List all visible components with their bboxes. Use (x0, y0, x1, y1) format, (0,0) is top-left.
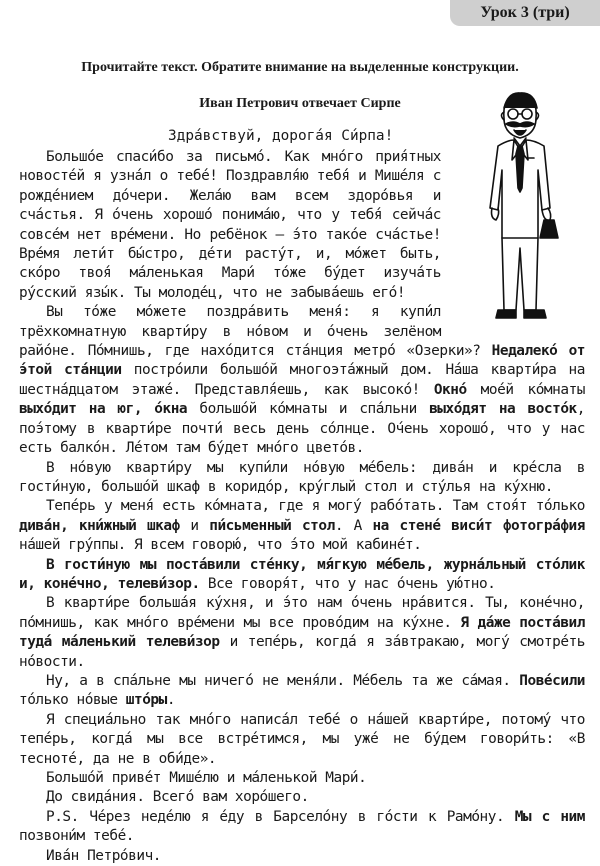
highlighted-construction: выхо́дят на восто́к (429, 401, 577, 418)
paragraph-text: мое́й ко́мнаты (466, 381, 585, 398)
highlighted-construction: Пове́сили (519, 672, 585, 689)
paragraph-text: . А (334, 517, 373, 534)
highlighted-construction: виси́т фотогра́фия (451, 517, 585, 534)
paragraph-text: . (166, 692, 176, 709)
paragraph-text: В кварти́ре больша́я ку́хня, и э́то нам о́чень нра́вится. Ты, коне́чно, по́мнишь, как мно́го вре́мени мы все провóдим на ку́хне. (19, 595, 585, 631)
letter-paragraph (19, 788, 585, 807)
paragraph-text: то́лько но́вые (19, 692, 126, 709)
paragraph-text: Тепе́рь у меня́ есть ко́мната, где я могу́ рабо́тать. Там стоя́т то́лько (46, 498, 585, 515)
paragraph-text: большо́й ко́мнаты и спа́льни (187, 401, 430, 418)
lesson-tab (450, 0, 600, 26)
paragraph-text: Я специа́льно так мно́го написа́л тебе́ о на́шей кварти́ре, потому́ что тепе́рь, когда́ мы все встре́тимся, мы уже́ не бу́дем говори́ть: «В тесноте́, да не в оби́де». (19, 711, 585, 767)
paragraph-text: Все говоря́т, что у нас о́чень ую́тно. (199, 575, 496, 592)
highlighted-construction: выхо́дит на юг, о́кна (19, 401, 188, 418)
paragraph-text: и тепе́рь, когда́ я за́втракаю, могу́ смотре́ть но́вости. (19, 634, 585, 670)
highlighted-construction: што́ры (125, 692, 167, 709)
paragraph-text (441, 518, 452, 534)
letter-paragraph (19, 672, 585, 711)
lesson-label: Урок 3 (три) (480, 4, 570, 21)
paragraph-text: Ну, а в спа́льне мы ничего́ не меня́ли. Ме́бель та же са́мая. (46, 672, 520, 689)
highlighted-construction: Я да́же поста́вил туда́ ма́ленький телеви́зор (19, 614, 585, 651)
paragraph-text: и (179, 517, 210, 534)
paragraph-text: До свида́ния. Всего́ вам хоро́шего. (46, 789, 309, 806)
highlighted-construction: на стене́ (372, 517, 441, 534)
instruction-text: Прочитайте текст. Обратите внимание на выделенные конструкции. (81, 60, 519, 75)
letter-paragraph (19, 711, 585, 769)
letter-paragraph (19, 769, 585, 788)
letter-title: Иван Петрович отвечает Сирпе (199, 96, 401, 111)
highlighted-construction: пи́сьменный стол (209, 517, 335, 534)
paragraph-text: позвони́м тебе́. (19, 828, 134, 845)
letter-paragraph (19, 847, 585, 866)
highlighted-construction: Окно́ (433, 381, 467, 398)
paragraph-text: Вы то́же мо́жете поздра́вить меня́: я купи́л трёхкомнатную кварти́ру в но́вом и о́чень зелёном райо́не. По́мнишь, где нахо́дится ста́нция метро́ «Озерки»? (19, 304, 492, 360)
highlighted-construction: дива́н, кни́жный шкаф (19, 517, 180, 534)
letter-paragraph (19, 556, 585, 595)
highlighted-construction: Мы с ним (514, 808, 585, 825)
letter-paragraph (19, 459, 585, 498)
highlighted-construction: В гости́ную мы поста́вили сте́нку, мя́гкую ме́бель, журна́льный сто́лик и, коне́чно, телеви́зор. (19, 556, 585, 592)
paragraph-text: Большо́е спаси́бо за письмо́. Как мно́го прия́тных новосте́й я узна́л о тебе́! Поздравля́ю тебя́ и Мише́ля с рожде́нием до́чери. Жела́ю вам всем здоро́вья и сча́стья. Я о́чень хорошо́ понима́ю, что у тебя́ сейча́с совсе́м нет вре́мени. Но ребёнок — э́то тако́е сча́стье! Вре́мя лети́т бы́стро, де́ти расту́т, и, мо́жет быть, ско́ро твоя́ ма́ленькая Мари́ то́же бу́дет изуча́ть ру́сский язы́к. Ты молоде́ц, что не забыва́ешь его́! (19, 149, 441, 301)
paragraph-text: Ива́н Петро́вич. (46, 847, 161, 864)
letter-paragraph (19, 497, 585, 555)
letter-paragraph (19, 594, 585, 672)
paragraph-text: на́шей гру́ппы. Я всем говорю́, что э́то мой кабине́т. (19, 537, 422, 554)
letter-paragraph (19, 808, 585, 847)
letter-greeting: Здра́вствуй, дорога́я Си́рпа! (168, 128, 394, 144)
paragraph-text: , поэ́тому в кварти́ре почти́ весь день со́лнце. О́чень хорошо́, что у нас есть балко́н. Ле́том там бу́дет мно́го цвето́в. (19, 401, 585, 457)
paragraph-text: P.S. Че́рез неде́лю я е́ду в Барсело́ну в го́сти к Рамо́ну. (46, 808, 515, 825)
letter-body (19, 148, 585, 866)
highlighted-construction: Недалеко́ от э́той ста́нции (19, 343, 585, 379)
paragraph-text: В но́вую кварти́ру мы купи́ли но́вую ме́бель: дива́н и кре́сла в гости́ную, большо́й шкаф в коридо́р, кру́глый стол и сту́лья на ку́хню. (19, 459, 585, 495)
paragraph-text: постро́или большо́й многоэта́жный дом. На́ша кварти́ра на шестна́дцатом этаже́. Представля́ешь, как высоко́! (19, 362, 585, 398)
paragraph-text: Большо́й приве́т Мише́лю и ма́ленькой Мари́. (46, 770, 367, 786)
illustration-spacer (447, 148, 585, 338)
